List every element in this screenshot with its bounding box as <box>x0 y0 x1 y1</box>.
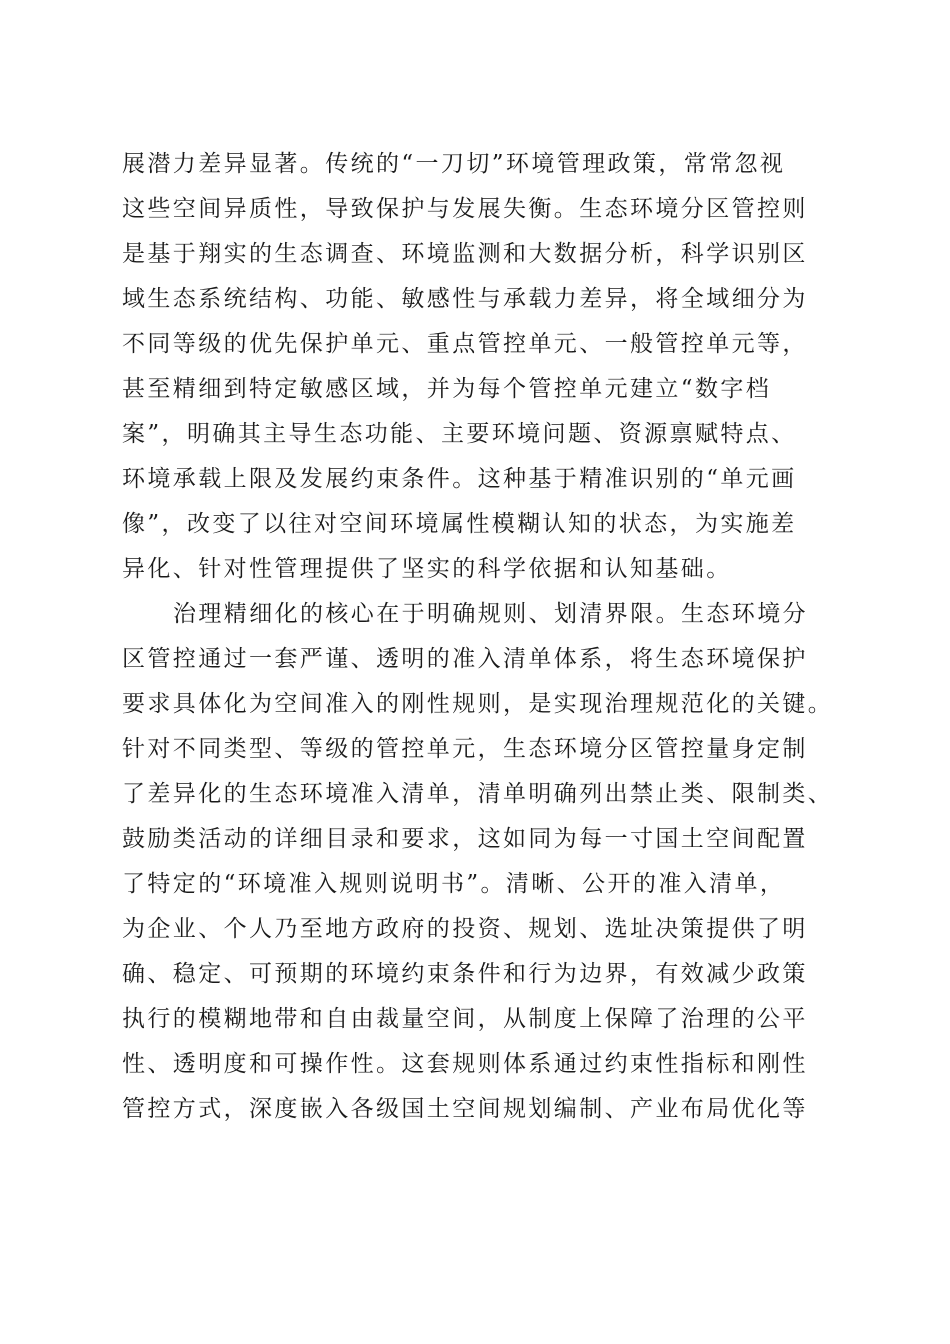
text-line: 甚至精细到特定敏感区域，并为每个管控单元建立“数字档 <box>122 376 772 402</box>
text-line: 性、透明度和可操作性。这套规则体系通过约束性指标和刚性 <box>122 1051 808 1077</box>
text-line: 不同等级的优先保护单元、重点管控单元、一般管控单元等， <box>122 331 808 357</box>
text-line: 像”，改变了以往对空间环境属性模糊认知的状态，为实施差 <box>122 511 797 537</box>
text-line: 了差异化的生态环境准入清单，清单明确列出禁止类、限制类、 <box>122 781 834 807</box>
text-line: 域生态系统结构、功能、敏感性与承载力差异，将全域细分为 <box>122 286 808 312</box>
text-line: 了特定的“环境准入规则说明书”。清晰、公开的准入清单， <box>122 871 786 897</box>
paragraph-first-line: 治理精细化的核心在于明确规则、划清界限。生态环境分 <box>173 601 808 627</box>
text-line: 区管控通过一套严谨、透明的准入清单体系，将生态环境保护 <box>122 646 808 672</box>
text-line: 管控方式，深度嵌入各级国土空间规划编制、产业布局优化等 <box>122 1096 808 1122</box>
text-line: 执行的模糊地带和自由裁量空间，从制度上保障了治理的公平 <box>122 1006 808 1032</box>
text-line: 案”，明确其主导生态功能、主要环境问题、资源禀赋特点、 <box>122 421 797 447</box>
text-line: 异化、针对性管理提供了坚实的科学依据和认知基础。 <box>122 556 732 582</box>
text-line: 这些空间异质性，导致保护与发展失衡。生态环境分区管控则 <box>122 196 808 222</box>
text-line: 确、稳定、可预期的环境约束条件和行为边界，有效减少政策 <box>122 961 808 987</box>
body-text <box>122 142 842 1132</box>
text-line: 展潜力差异显著。传统的“一刀切”环境管理政策，常常忽视 <box>122 151 786 177</box>
text-line: 鼓励类活动的详细目录和要求，这如同为每一寸国土空间配置 <box>122 826 808 852</box>
text-line: 环境承载上限及发展约束条件。这种基于精准识别的“单元画 <box>122 466 797 492</box>
text-line: 是基于翔实的生态调查、环境监测和大数据分析，科学识别区 <box>122 241 808 267</box>
text-line: 要求具体化为空间准入的刚性规则，是实现治理规范化的关键。 <box>122 691 834 717</box>
text-line: 为企业、个人乃至地方政府的投资、规划、选址决策提供了明 <box>122 916 808 942</box>
text-line: 针对不同类型、等级的管控单元，生态环境分区管控量身定制 <box>122 736 808 762</box>
